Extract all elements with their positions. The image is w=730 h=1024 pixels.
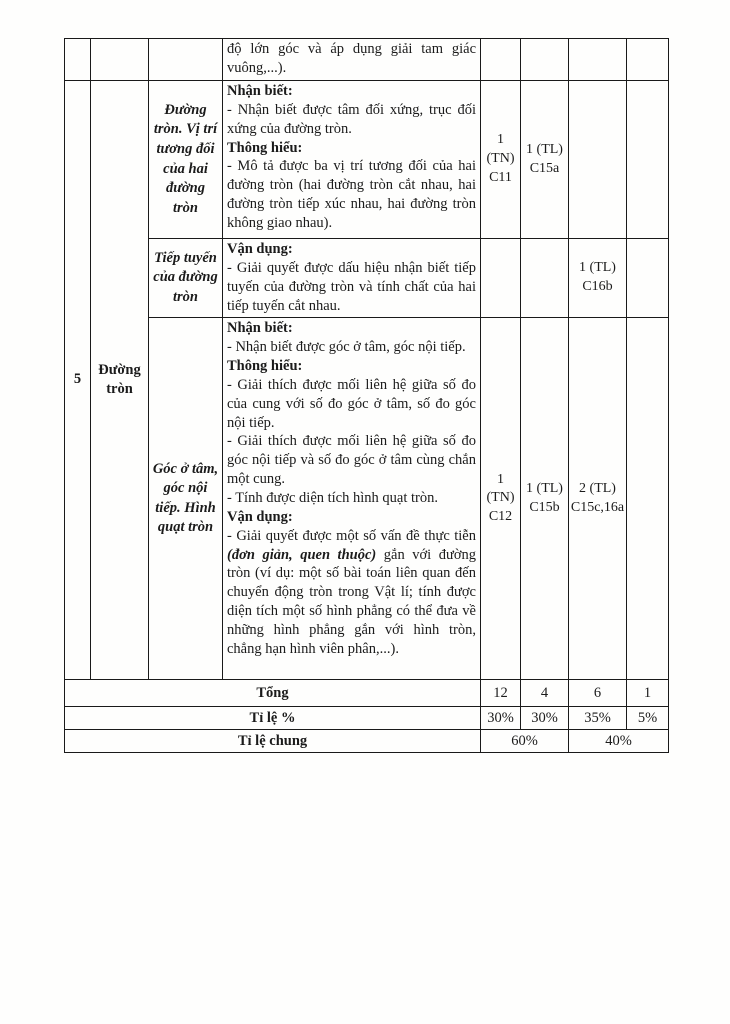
requirement-heading: Vận dụng: — [227, 241, 293, 257]
overall-value-cell: 40% — [569, 730, 669, 753]
level-recognition-cell: 1 (TN) C12 — [481, 318, 521, 680]
requirement-heading: Thông hiểu: — [227, 358, 303, 375]
total-value-cell: 12 — [481, 680, 521, 707]
topic-name-cell: Đường tròn — [91, 81, 149, 680]
requirement-item — [227, 527, 476, 659]
requirement-item: - Giải quyết được dấu hiệu nhận biết tiếp tuyến của đường tròn và tính chất của hai tiếp tuyến cắt nhau. — [227, 259, 476, 314]
requirement-item-segment-emphasis: (đơn giản, quen thuộc) — [227, 546, 377, 563]
percentage-label-cell: Tỉ lệ % — [65, 707, 481, 730]
total-row — [65, 680, 669, 707]
unit-name-cell: Góc ở tâm, góc nội tiếp. Hình quạt tròn — [149, 318, 223, 680]
requirement-heading: Vận dụng: — [227, 508, 293, 525]
overall-percentage-row — [65, 730, 669, 753]
level-application-cell — [569, 81, 627, 239]
level-comprehension-cell: 1 (TL) C15b — [521, 318, 569, 680]
requirements-cell — [223, 81, 481, 239]
overall-label-cell: Tỉ lệ chung — [65, 730, 481, 753]
carryover-text: độ lớn góc và áp dụng giải tam giác vuông,...). — [227, 41, 476, 76]
requirement-item: - Nhận biết được góc ở tâm, góc nội tiếp. — [227, 339, 466, 356]
requirement-item: - Nhận biết được tâm đối xứng, trục đối xứng của đường tròn. — [227, 101, 476, 137]
level-high-application-cell — [627, 318, 669, 680]
total-value-cell: 1 — [627, 680, 669, 707]
percentage-value-cell: 30% — [481, 707, 521, 730]
percentage-row — [65, 707, 669, 730]
unit-row-tangent — [65, 239, 669, 318]
requirement-item: - Giải thích được mối liên hệ giữa số đo góc nội tiếp và số đo góc ở tâm cùng chắn một cung. — [227, 433, 476, 488]
carryover-row — [65, 39, 669, 81]
requirements-cell — [223, 318, 481, 680]
level-comprehension-cell — [521, 239, 569, 318]
unit-name-cell: Tiếp tuyến của đường tròn — [149, 239, 223, 318]
level-recognition-cell — [481, 239, 521, 318]
percentage-value-cell: 30% — [521, 707, 569, 730]
level-high-application-cell — [627, 239, 669, 318]
level-application-cell: 1 (TL) C16b — [569, 239, 627, 318]
total-value-cell: 4 — [521, 680, 569, 707]
empty-cell — [149, 39, 223, 81]
exam-matrix-table — [64, 38, 669, 753]
unit-row-central-angle — [65, 318, 669, 680]
total-value-cell: 6 — [569, 680, 627, 707]
total-label-cell: Tổng — [65, 680, 481, 707]
requirements-cell — [223, 239, 481, 318]
carryover-text-cell — [223, 39, 481, 81]
level-application-cell: 2 (TL) C15c,16a — [569, 318, 627, 680]
requirement-item: - Giải thích được mối liên hệ giữa số đo của cung với số đo góc ở tâm, số đo góc nội tiếp. — [227, 376, 476, 431]
empty-level-cell — [521, 39, 569, 81]
requirement-item: - Mô tả được ba vị trí tương đối của hai đường tròn (hai đường tròn cắt nhau, hai đường tròn tiếp xúc nhau, hai đường tròn không giao nhau). — [227, 158, 476, 231]
level-comprehension-cell: 1 (TL) C15a — [521, 81, 569, 239]
level-recognition-cell: 1 (TN) C11 — [481, 81, 521, 239]
empty-level-cell — [481, 39, 521, 81]
requirement-item-segment: - Giải quyết được một số vấn đề thực tiễn — [227, 527, 476, 544]
empty-level-cell — [569, 39, 627, 81]
requirement-item-segment: gắn với đường tròn (ví dụ: một số bài toán liên quan đến chuyển động tròn trong Vật lí; tính được diện tích một số hình phẳng có thể đưa về những hình phẳng gắn với hình tròn, chẳng hạn hình viên phân,...). — [227, 546, 476, 657]
requirement-item: - Tính được diện tích hình quạt tròn. — [227, 489, 438, 506]
requirement-heading: Nhận biết: — [227, 320, 293, 337]
level-high-application-cell — [627, 81, 669, 239]
overall-value-cell: 60% — [481, 730, 569, 753]
empty-cell — [65, 39, 91, 81]
empty-level-cell — [627, 39, 669, 81]
empty-cell — [91, 39, 149, 81]
unit-row-circle-positions — [65, 81, 669, 239]
unit-name-cell: Đường tròn. Vị trí tương đối của hai đường tròn — [149, 81, 223, 239]
percentage-value-cell: 35% — [569, 707, 627, 730]
requirement-heading: Nhận biết: — [227, 83, 293, 99]
row-index-cell: 5 — [65, 81, 91, 680]
percentage-value-cell: 5% — [627, 707, 669, 730]
requirement-heading: Thông hiểu: — [227, 139, 303, 156]
